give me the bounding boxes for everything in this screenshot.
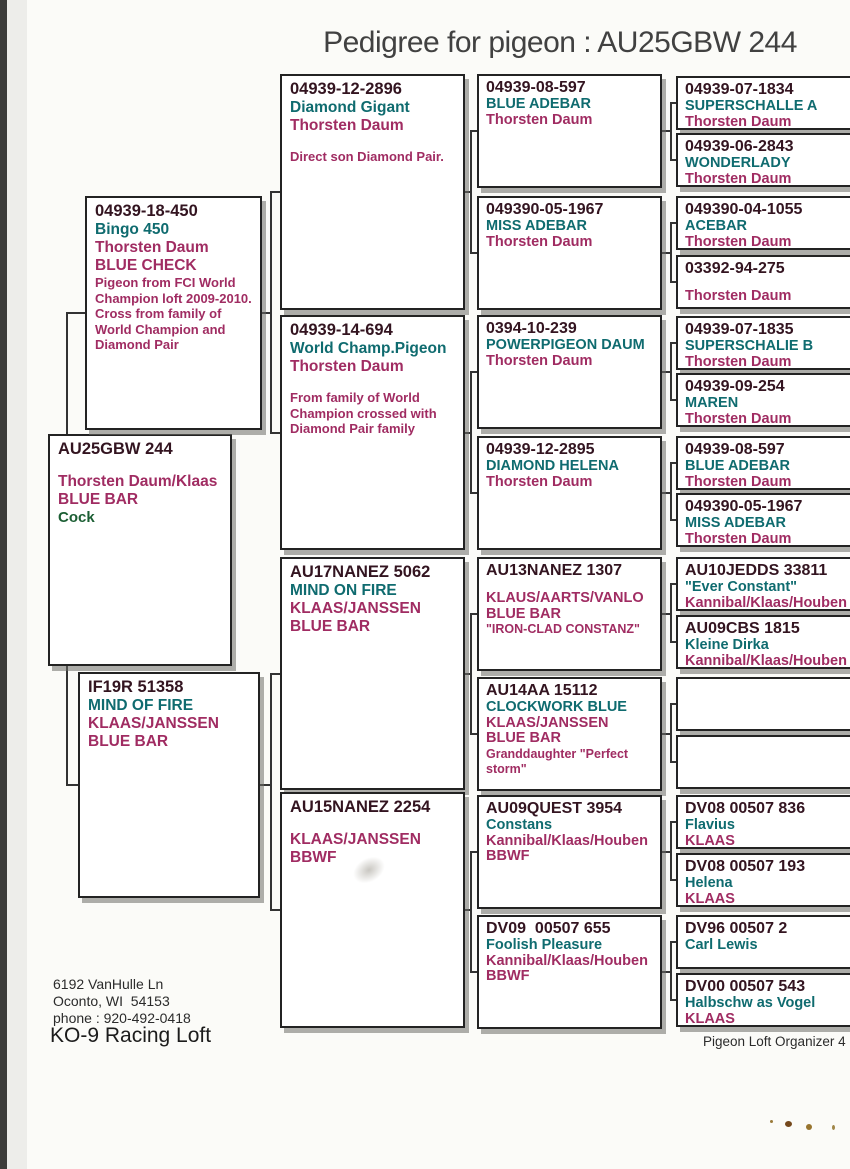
pedigree-line-id: AU09CBS 1815	[685, 620, 800, 637]
pedigree-line-id: AU13NANEZ 1307	[486, 562, 623, 579]
pedigree-box-gen4-5	[477, 557, 662, 671]
pedigree-line-notes: Direct son Diamond Pair.	[290, 149, 444, 165]
pedigree-line-name: SUPERSCHALLE A	[685, 97, 818, 114]
pedigree-line-name: SUPERSCHALIE B	[685, 337, 814, 354]
pedigree-line-id: DV08 00507 836	[685, 800, 806, 817]
pedigree-line-breeder: Kannibal/Klaas/Houben	[685, 652, 847, 669]
pedigree-line-breeder: Thorsten Daum	[486, 473, 593, 490]
pedigree-line-id: AU17NANEZ 5062	[290, 563, 431, 581]
pedigree-line-id: IF19R 51358	[88, 678, 184, 696]
pedigree-line-colorline: BBWF	[486, 848, 530, 865]
pedigree-box-gen5-15	[676, 915, 850, 969]
pedigree-line-breeder: Thorsten Daum	[685, 353, 792, 370]
pedigree-line-breeder: Thorsten Daum	[685, 287, 792, 304]
pedigree-line-breeder: Thorsten Daum	[290, 358, 404, 376]
pedigree-line-colorline: BLUE BAR	[88, 733, 169, 751]
loft-address-line1: 6192 VanHulle Ln	[53, 976, 164, 992]
pedigree-line-gap	[685, 278, 849, 289]
pedigree-box-gen5-5	[676, 316, 850, 370]
pedigree-connector-line	[66, 312, 87, 314]
pedigree-line-breeder: KLAAS	[685, 1010, 735, 1027]
pedigree-line-name: Helena	[685, 874, 733, 891]
pedigree-line-id: 04939-12-2895	[486, 441, 595, 458]
subject-box	[48, 434, 232, 666]
loft-phone: phone : 920-492-0418	[53, 1010, 191, 1026]
pedigree-line-colorline: BBWF	[290, 849, 337, 867]
pedigree-box-gen5-14	[676, 853, 850, 907]
pedigree-line-name: World Champ.Pigeon	[290, 340, 447, 358]
pedigree-box-gen5-7	[676, 436, 850, 490]
pedigree-line-name: ACEBAR	[685, 217, 748, 234]
scan-speck	[770, 1120, 773, 1123]
pedigree-line-colorline: BLUE BAR	[486, 730, 561, 747]
pedigree-line-name: MIND OF FIRE	[88, 697, 194, 715]
pedigree-line-name: MISS ADEBAR	[486, 217, 587, 234]
pedigree-box-gen4-7	[477, 795, 662, 909]
pedigree-line-breeder: Kannibal/Klaas/Houben	[486, 832, 648, 849]
pedigree-line-gap	[290, 376, 455, 390]
pedigree-line-id: 04939-06-2843	[685, 138, 794, 155]
pedigree-line-colorline: BLUE BAR	[290, 618, 371, 636]
pedigree-line-breeder: Thorsten Daum	[685, 233, 792, 250]
scan-speck	[832, 1125, 835, 1130]
pedigree-line-name: MAREN	[685, 394, 739, 411]
pedigree-line-name: WONDERLADY	[685, 154, 791, 171]
pedigree-line-breeder: Thorsten Daum	[685, 530, 792, 547]
scan-speck	[785, 1121, 792, 1127]
pedigree-line-notes: Granddaughter "Perfect storm"	[486, 747, 632, 776]
pedigree-line-name: Constans	[486, 816, 553, 833]
pedigree-line-id: 03392-94-275	[685, 260, 785, 277]
pedigree-line-name: DIAMOND HELENA	[486, 457, 619, 474]
pedigree-line-name: Kleine Dirka	[685, 636, 769, 653]
pedigree-line-id: 04939-07-1834	[685, 81, 794, 98]
page-title: Pedigree for pigeon : AU25GBW 244	[323, 26, 797, 59]
pedigree-line-notes: From family of World Champion crossed with Diamond Pair family	[290, 390, 441, 437]
pedigree-line-gap	[290, 135, 455, 149]
pedigree-line-id: 04939-08-597	[685, 441, 785, 458]
pedigree-line-breeder: KLAAS	[685, 890, 735, 907]
pedigree-line-id: DV09 00507 655	[486, 920, 611, 937]
pedigree-line-id: 04939-09-254	[685, 378, 785, 395]
pedigree-line-id: AU09QUEST 3954	[486, 800, 623, 817]
pedigree-box-gen5-13	[676, 795, 850, 849]
pedigree-box-gen4-3	[477, 315, 662, 429]
pedigree-box-gen3-4	[280, 792, 465, 1028]
pedigree-box-gen5-4	[676, 255, 850, 309]
pedigree-connector-line	[470, 851, 472, 973]
pedigree-box-gen3-3	[280, 557, 465, 790]
pedigree-line-notes: "IRON-CLAD CONSTANZ"	[486, 622, 640, 637]
pedigree-line-breeder: Thorsten Daum	[486, 352, 593, 369]
pedigree-line-breeder: Thorsten Daum	[685, 170, 792, 187]
pedigree-line-name: CLOCKWORK BLUE	[486, 698, 627, 715]
pedigree-line-colorline: BBWF	[486, 968, 530, 985]
pedigree-connector-line	[258, 784, 272, 786]
pedigree-line-id: AU10JEDDS 33811	[685, 562, 828, 579]
pedigree-box-gen5-6	[676, 373, 850, 427]
pedigree-line-breeder: Thorsten Daum	[95, 239, 209, 257]
pedigree-line-id: 04939-07-1835	[685, 321, 794, 338]
pedigree-line-id: 04939-14-694	[290, 321, 393, 339]
pedigree-line-name: Flavius	[685, 816, 735, 833]
pedigree-line-name: Diamond Gigant	[290, 99, 410, 117]
pedigree-line-name: BLUE ADEBAR	[486, 95, 591, 112]
pedigree-line-name: MISS ADEBAR	[685, 514, 786, 531]
pedigree-box-gen4-4	[477, 436, 662, 550]
pedigree-box-gen5-3	[676, 196, 850, 250]
pedigree-line-name: Bingo 450	[95, 221, 170, 239]
loft-address-line2: Oconto, WI 54153	[53, 993, 170, 1009]
pedigree-line-name: Foolish Pleasure	[486, 936, 603, 953]
dam-box	[78, 672, 260, 898]
pedigree-line-id: DV96 00507 2	[685, 920, 788, 937]
pedigree-line-gap	[486, 580, 653, 591]
pedigree-box-gen5-11	[676, 677, 850, 731]
scan-edge-strip	[0, 0, 7, 1169]
pedigree-box-gen5-10	[676, 615, 850, 669]
pedigree-line-breeder: Kannibal/Klaas/Houben	[486, 952, 648, 969]
pedigree-line-id: DV08 00507 193	[685, 858, 806, 875]
pedigree-line-notes: Pigeon from FCI World Champion loft 2009-2010. Cross from family of World Champion and Diamond Pair	[95, 275, 256, 353]
pedigree-line-name: "Ever Constant"	[685, 578, 798, 595]
pedigree-line-breeder: KLAUS/AARTS/VANLO	[486, 589, 644, 606]
pedigree-line-breeder: Thorsten Daum	[486, 233, 593, 250]
loft-name: KO-9 Racing Loft	[50, 1024, 212, 1047]
pedigree-line-sex: Cock	[58, 509, 95, 527]
pedigree-line-id: 0394-10-239	[486, 320, 577, 337]
pedigree-line-breeder: KLAAS/JANSSEN	[290, 600, 421, 618]
pedigree-line-breeder: Thorsten Daum	[290, 117, 404, 135]
pedigree-line-colorline: BLUE BAR	[58, 491, 139, 509]
pedigree-line-id: AU15NANEZ 2254	[290, 798, 431, 816]
pedigree-line-name: BLUE ADEBAR	[685, 457, 790, 474]
pedigree-line-breeder: KLAAS	[685, 832, 735, 849]
pedigree-line-id: DV00 00507 543	[685, 978, 806, 995]
pedigree-box-gen5-8	[676, 493, 850, 547]
pedigree-line-breeder: Kannibal/Klaas/Houben	[685, 594, 847, 611]
pedigree-line-breeder: KLAAS/JANSSEN	[290, 831, 421, 849]
pedigree-line-id: 049390-05-1967	[486, 201, 604, 218]
pedigree-line-colorline: BLUE BAR	[486, 605, 561, 622]
pedigree-line-id: 04939-08-597	[486, 79, 586, 96]
pedigree-line-name: MIND ON FIRE	[290, 582, 397, 600]
pedigree-line-colorline: BLUE CHECK	[95, 257, 197, 275]
scan-speck	[806, 1124, 812, 1130]
pedigree-box-gen5-12	[676, 735, 850, 789]
pedigree-box-gen4-1	[477, 74, 662, 188]
pedigree-line-id: 049390-05-1967	[685, 498, 803, 515]
scan-shadow-band	[7, 0, 27, 1169]
pedigree-box-gen5-16	[676, 973, 850, 1027]
pedigree-line-name: Halbschw as Vogel	[685, 994, 816, 1011]
pedigree-line-breeder: Thorsten Daum	[685, 473, 792, 490]
pedigree-box-gen4-2	[477, 196, 662, 310]
pedigree-line-name: POWERPIGEON DAUM	[486, 336, 645, 353]
pedigree-box-gen5-1	[676, 76, 850, 130]
pedigree-line-id: 04939-18-450	[95, 202, 198, 220]
pedigree-line-gap	[290, 817, 455, 831]
sire-box	[85, 196, 262, 430]
pedigree-box-gen3-2	[280, 315, 465, 550]
pedigree-line-breeder: Thorsten Daum/Klaas	[58, 473, 218, 491]
pedigree-line-breeder: KLAAS/JANSSEN	[486, 714, 609, 731]
pedigree-box-gen4-8	[477, 915, 662, 1029]
pedigree-line-name: Carl Lewis	[685, 936, 758, 953]
pedigree-line-gap	[58, 459, 222, 473]
pedigree-line-breeder: Thorsten Daum	[685, 113, 792, 130]
pedigree-box-gen5-9	[676, 557, 850, 611]
pedigree-box-gen5-2	[676, 133, 850, 187]
pedigree-line-id: AU14AA 15112	[486, 682, 598, 699]
pedigree-line-breeder: Thorsten Daum	[486, 111, 593, 128]
pedigree-box-gen3-1	[280, 74, 465, 310]
software-credit: Pigeon Loft Organizer 4	[703, 1034, 846, 1049]
pedigree-line-breeder: KLAAS/JANSSEN	[88, 715, 219, 733]
pedigree-line-id: 049390-04-1055	[685, 201, 803, 218]
pedigree-box-gen4-6	[477, 677, 662, 791]
pedigree-connector-line	[270, 673, 272, 912]
pedigree-line-id: 04939-12-2896	[290, 80, 402, 98]
pedigree-line-breeder: Thorsten Daum	[685, 410, 792, 427]
pedigree-line-id: AU25GBW 244	[58, 440, 173, 458]
